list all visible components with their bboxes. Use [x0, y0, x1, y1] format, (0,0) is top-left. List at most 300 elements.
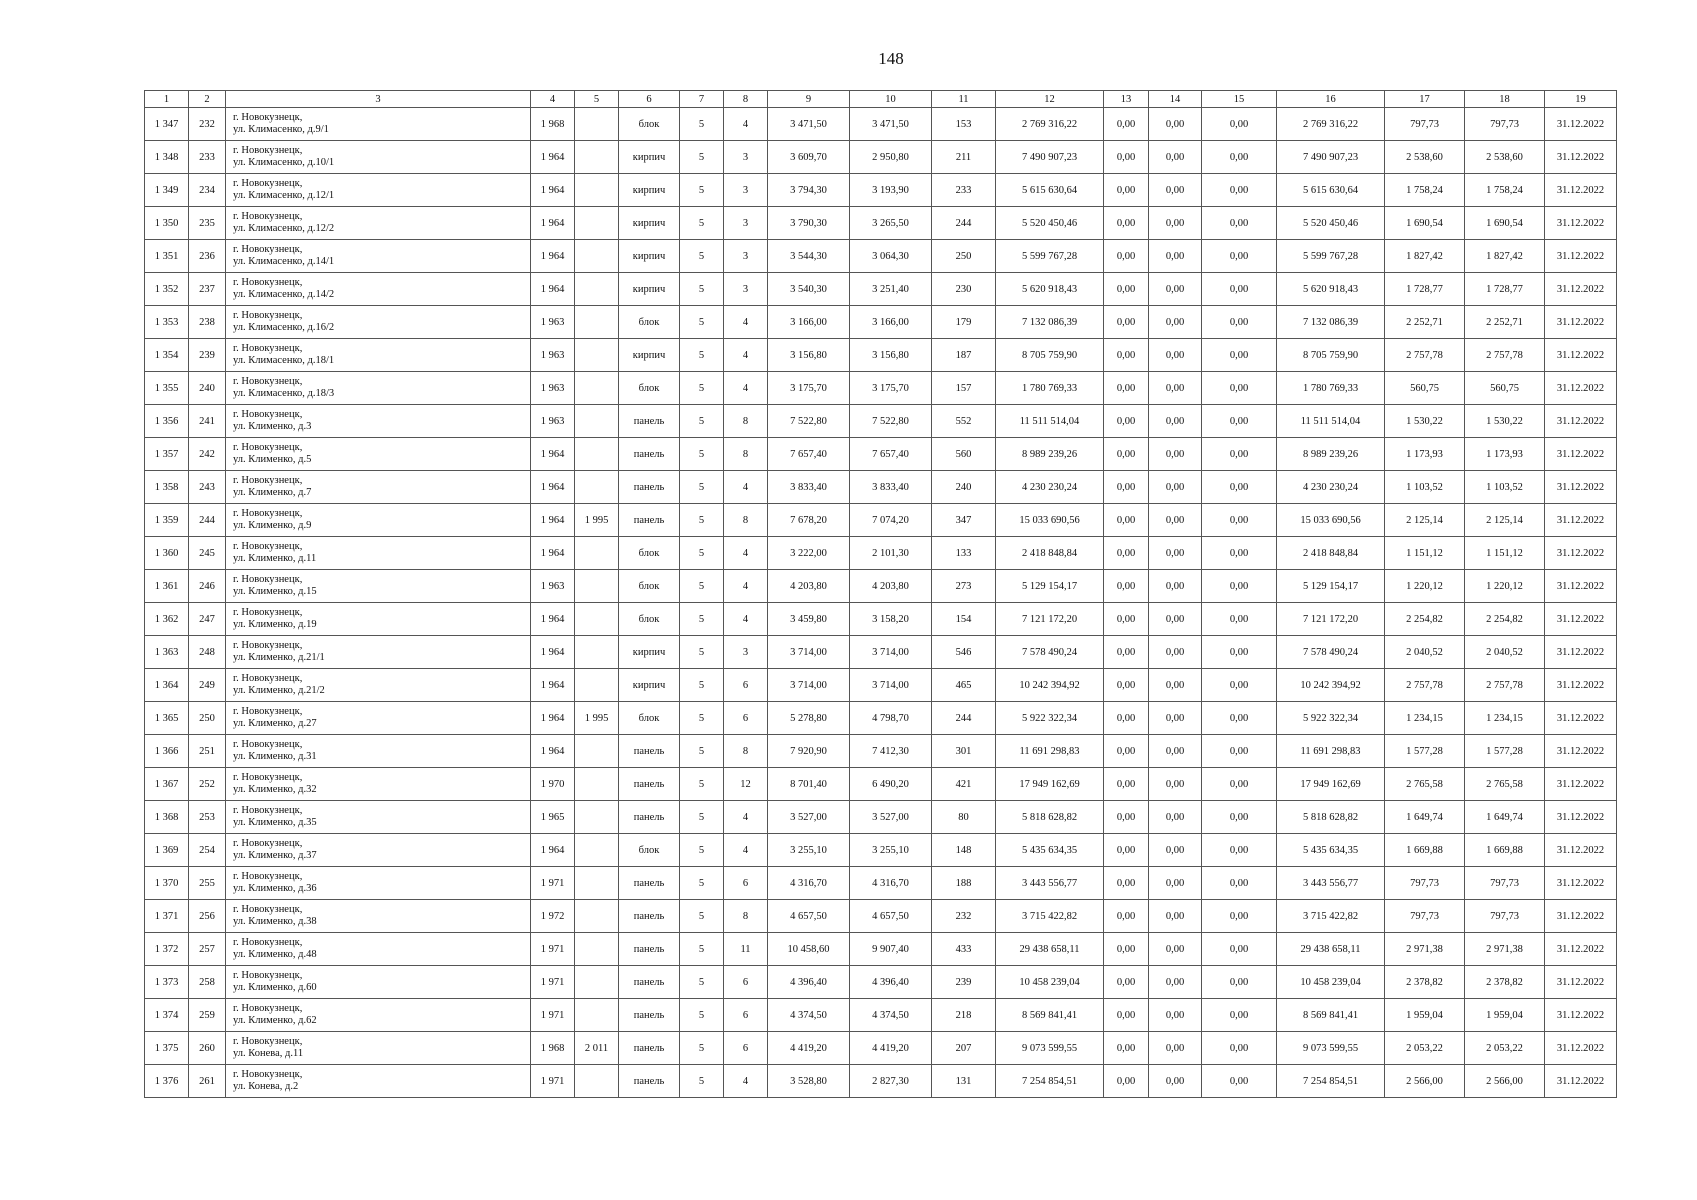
cell-col-18: 2 378,82 — [1465, 966, 1545, 999]
cell-col-9: 3 471,50 — [768, 108, 850, 141]
cell-col-14: 0,00 — [1149, 702, 1202, 735]
cell-col-16: 11 691 298,83 — [1277, 735, 1385, 768]
cell-col-8: 4 — [724, 570, 768, 603]
cell-col-9: 5 278,80 — [768, 702, 850, 735]
cell-col-2: 259 — [189, 999, 226, 1032]
cell-col-14: 0,00 — [1149, 504, 1202, 537]
cell-col-9: 3 540,30 — [768, 273, 850, 306]
cell-col-6: блок — [619, 603, 680, 636]
cell-col-5 — [575, 933, 619, 966]
address-city: г. Новокузнецк, — [233, 442, 303, 453]
cell-col-13: 0,00 — [1104, 339, 1149, 372]
address-cell — [226, 240, 531, 273]
cell-col-18: 1 577,28 — [1465, 735, 1545, 768]
cell-col-5 — [575, 801, 619, 834]
address-city: г. Новокузнецк, — [233, 772, 303, 783]
address-city: г. Новокузнецк, — [233, 541, 303, 552]
cell-col-11: 148 — [932, 834, 996, 867]
cell-col-7: 5 — [680, 735, 724, 768]
cell-col-17: 1 690,54 — [1385, 207, 1465, 240]
cell-col-5 — [575, 273, 619, 306]
cell-col-1: 1 365 — [145, 702, 189, 735]
address-cell — [226, 405, 531, 438]
cell-col-8: 4 — [724, 801, 768, 834]
cell-col-8: 4 — [724, 603, 768, 636]
cell-col-13: 0,00 — [1104, 174, 1149, 207]
cell-col-6: кирпич — [619, 273, 680, 306]
cell-col-19: 31.12.2022 — [1545, 735, 1617, 768]
cell-col-1: 1 356 — [145, 405, 189, 438]
cell-col-16: 9 073 599,55 — [1277, 1032, 1385, 1065]
cell-col-2: 256 — [189, 900, 226, 933]
cell-col-10: 3 527,00 — [850, 801, 932, 834]
cell-col-10: 2 101,30 — [850, 537, 932, 570]
cell-col-10: 9 907,40 — [850, 933, 932, 966]
column-header-4: 4 — [531, 91, 575, 108]
cell-col-15: 0,00 — [1202, 141, 1277, 174]
cell-col-5 — [575, 1065, 619, 1098]
cell-col-19: 31.12.2022 — [1545, 834, 1617, 867]
cell-col-17: 1 649,74 — [1385, 801, 1465, 834]
address-street: ул. Клименко, д.3 — [233, 421, 312, 432]
cell-col-17: 2 040,52 — [1385, 636, 1465, 669]
cell-col-5 — [575, 174, 619, 207]
cell-col-17: 1 530,22 — [1385, 405, 1465, 438]
cell-col-2: 254 — [189, 834, 226, 867]
cell-col-7: 5 — [680, 768, 724, 801]
cell-col-10: 7 412,30 — [850, 735, 932, 768]
cell-col-19: 31.12.2022 — [1545, 900, 1617, 933]
cell-col-19: 31.12.2022 — [1545, 108, 1617, 141]
cell-col-6: панель — [619, 1065, 680, 1098]
cell-col-8: 4 — [724, 834, 768, 867]
cell-col-19: 31.12.2022 — [1545, 141, 1617, 174]
cell-col-5 — [575, 603, 619, 636]
cell-col-1: 1 349 — [145, 174, 189, 207]
cell-col-19: 31.12.2022 — [1545, 405, 1617, 438]
address-city: г. Новокузнецк, — [233, 244, 303, 255]
cell-col-1: 1 359 — [145, 504, 189, 537]
cell-col-1: 1 353 — [145, 306, 189, 339]
cell-col-10: 3 175,70 — [850, 372, 932, 405]
cell-col-12: 7 490 907,23 — [996, 141, 1104, 174]
cell-col-14: 0,00 — [1149, 471, 1202, 504]
cell-col-1: 1 347 — [145, 108, 189, 141]
cell-col-19: 31.12.2022 — [1545, 273, 1617, 306]
address-street: ул. Клименко, д.48 — [233, 949, 317, 960]
cell-col-10: 3 156,80 — [850, 339, 932, 372]
address-cell — [226, 372, 531, 405]
address-city: г. Новокузнецк, — [233, 475, 303, 486]
cell-col-11: 207 — [932, 1032, 996, 1065]
cell-col-15: 0,00 — [1202, 999, 1277, 1032]
cell-col-12: 7 578 490,24 — [996, 636, 1104, 669]
cell-col-19: 31.12.2022 — [1545, 1032, 1617, 1065]
cell-col-8: 8 — [724, 735, 768, 768]
cell-col-1: 1 348 — [145, 141, 189, 174]
header-row — [145, 91, 1617, 108]
address-street: ул. Климасенко, д.14/1 — [233, 256, 335, 267]
address-street: ул. Клименко, д.7 — [233, 487, 312, 498]
cell-col-9: 3 459,80 — [768, 603, 850, 636]
address-city: г. Новокузнецк, — [233, 937, 303, 948]
cell-col-16: 5 435 634,35 — [1277, 834, 1385, 867]
column-header-6: 6 — [619, 91, 680, 108]
cell-col-18: 1 827,42 — [1465, 240, 1545, 273]
cell-col-4: 1 963 — [531, 570, 575, 603]
table-row — [145, 603, 1617, 636]
cell-col-6: кирпич — [619, 339, 680, 372]
cell-col-18: 1 234,15 — [1465, 702, 1545, 735]
cell-col-13: 0,00 — [1104, 867, 1149, 900]
cell-col-17: 2 765,58 — [1385, 768, 1465, 801]
cell-col-18: 1 530,22 — [1465, 405, 1545, 438]
cell-col-19: 31.12.2022 — [1545, 636, 1617, 669]
column-header-15: 15 — [1202, 91, 1277, 108]
cell-col-16: 5 620 918,43 — [1277, 273, 1385, 306]
cell-col-18: 2 765,58 — [1465, 768, 1545, 801]
cell-col-16: 11 511 514,04 — [1277, 405, 1385, 438]
column-header-17: 17 — [1385, 91, 1465, 108]
cell-col-6: панель — [619, 900, 680, 933]
cell-col-17: 2 757,78 — [1385, 669, 1465, 702]
cell-col-12: 5 620 918,43 — [996, 273, 1104, 306]
table-row — [145, 570, 1617, 603]
address-cell — [226, 339, 531, 372]
cell-col-6: блок — [619, 537, 680, 570]
cell-col-11: 157 — [932, 372, 996, 405]
cell-col-1: 1 350 — [145, 207, 189, 240]
address-city: г. Новокузнецк, — [233, 574, 303, 585]
cell-col-4: 1 964 — [531, 240, 575, 273]
address-cell — [226, 735, 531, 768]
cell-col-14: 0,00 — [1149, 834, 1202, 867]
cell-col-6: блок — [619, 306, 680, 339]
cell-col-14: 0,00 — [1149, 570, 1202, 603]
address-city: г. Новокузнецк, — [233, 1003, 303, 1014]
cell-col-6: панель — [619, 471, 680, 504]
cell-col-9: 3 156,80 — [768, 339, 850, 372]
cell-col-16: 5 129 154,17 — [1277, 570, 1385, 603]
cell-col-16: 8 989 239,26 — [1277, 438, 1385, 471]
table-row — [145, 438, 1617, 471]
address-city: г. Новокузнецк, — [233, 211, 303, 222]
cell-col-7: 5 — [680, 141, 724, 174]
cell-col-2: 236 — [189, 240, 226, 273]
cell-col-2: 232 — [189, 108, 226, 141]
cell-col-19: 31.12.2022 — [1545, 207, 1617, 240]
cell-col-18: 797,73 — [1465, 108, 1545, 141]
cell-col-9: 7 920,90 — [768, 735, 850, 768]
cell-col-5: 1 995 — [575, 504, 619, 537]
cell-col-10: 3 064,30 — [850, 240, 932, 273]
cell-col-14: 0,00 — [1149, 108, 1202, 141]
cell-col-19: 31.12.2022 — [1545, 174, 1617, 207]
cell-col-4: 1 964 — [531, 174, 575, 207]
address-city: г. Новокузнецк, — [233, 871, 303, 882]
table-row — [145, 504, 1617, 537]
cell-col-10: 3 833,40 — [850, 471, 932, 504]
cell-col-11: 301 — [932, 735, 996, 768]
address-cell — [226, 900, 531, 933]
cell-col-4: 1 971 — [531, 1065, 575, 1098]
cell-col-17: 1 103,52 — [1385, 471, 1465, 504]
cell-col-4: 1 971 — [531, 933, 575, 966]
cell-col-6: панель — [619, 933, 680, 966]
cell-col-16: 17 949 162,69 — [1277, 768, 1385, 801]
cell-col-8: 3 — [724, 207, 768, 240]
cell-col-18: 2 566,00 — [1465, 1065, 1545, 1098]
cell-col-9: 7 657,40 — [768, 438, 850, 471]
cell-col-5: 2 011 — [575, 1032, 619, 1065]
cell-col-12: 5 615 630,64 — [996, 174, 1104, 207]
cell-col-14: 0,00 — [1149, 174, 1202, 207]
cell-col-7: 5 — [680, 636, 724, 669]
cell-col-13: 0,00 — [1104, 537, 1149, 570]
cell-col-1: 1 375 — [145, 1032, 189, 1065]
cell-col-13: 0,00 — [1104, 471, 1149, 504]
cell-col-15: 0,00 — [1202, 966, 1277, 999]
cell-col-9: 3 714,00 — [768, 636, 850, 669]
cell-col-15: 0,00 — [1202, 1032, 1277, 1065]
cell-col-16: 8 705 759,90 — [1277, 339, 1385, 372]
cell-col-15: 0,00 — [1202, 339, 1277, 372]
cell-col-14: 0,00 — [1149, 240, 1202, 273]
cell-col-13: 0,00 — [1104, 570, 1149, 603]
cell-col-15: 0,00 — [1202, 537, 1277, 570]
cell-col-19: 31.12.2022 — [1545, 801, 1617, 834]
cell-col-18: 1 173,93 — [1465, 438, 1545, 471]
cell-col-15: 0,00 — [1202, 306, 1277, 339]
cell-col-4: 1 971 — [531, 867, 575, 900]
table-row — [145, 1065, 1617, 1098]
cell-col-4: 1 964 — [531, 471, 575, 504]
cell-col-7: 5 — [680, 1065, 724, 1098]
cell-col-14: 0,00 — [1149, 867, 1202, 900]
cell-col-4: 1 971 — [531, 999, 575, 1032]
cell-col-9: 4 419,20 — [768, 1032, 850, 1065]
cell-col-17: 1 728,77 — [1385, 273, 1465, 306]
cell-col-7: 5 — [680, 702, 724, 735]
cell-col-11: 154 — [932, 603, 996, 636]
cell-col-7: 5 — [680, 273, 724, 306]
cell-col-6: блок — [619, 834, 680, 867]
cell-col-14: 0,00 — [1149, 966, 1202, 999]
cell-col-10: 3 158,20 — [850, 603, 932, 636]
cell-col-12: 7 254 854,51 — [996, 1065, 1104, 1098]
cell-col-15: 0,00 — [1202, 108, 1277, 141]
cell-col-11: 465 — [932, 669, 996, 702]
cell-col-6: панель — [619, 1032, 680, 1065]
cell-col-11: 240 — [932, 471, 996, 504]
cell-col-11: 133 — [932, 537, 996, 570]
cell-col-16: 7 254 854,51 — [1277, 1065, 1385, 1098]
cell-col-13: 0,00 — [1104, 603, 1149, 636]
cell-col-12: 5 129 154,17 — [996, 570, 1104, 603]
cell-col-2: 257 — [189, 933, 226, 966]
cell-col-9: 3 544,30 — [768, 240, 850, 273]
cell-col-15: 0,00 — [1202, 603, 1277, 636]
cell-col-14: 0,00 — [1149, 1065, 1202, 1098]
cell-col-19: 31.12.2022 — [1545, 999, 1617, 1032]
cell-col-19: 31.12.2022 — [1545, 537, 1617, 570]
cell-col-18: 1 669,88 — [1465, 834, 1545, 867]
cell-col-11: 188 — [932, 867, 996, 900]
cell-col-7: 5 — [680, 306, 724, 339]
cell-col-2: 238 — [189, 306, 226, 339]
cell-col-12: 9 073 599,55 — [996, 1032, 1104, 1065]
cell-col-5 — [575, 966, 619, 999]
address-cell — [226, 1032, 531, 1065]
cell-col-13: 0,00 — [1104, 1032, 1149, 1065]
cell-col-10: 2 950,80 — [850, 141, 932, 174]
cell-col-5 — [575, 537, 619, 570]
cell-col-8: 8 — [724, 405, 768, 438]
cell-col-17: 2 125,14 — [1385, 504, 1465, 537]
cell-col-11: 232 — [932, 900, 996, 933]
cell-col-16: 29 438 658,11 — [1277, 933, 1385, 966]
cell-col-4: 1 964 — [531, 834, 575, 867]
table-row — [145, 471, 1617, 504]
cell-col-1: 1 369 — [145, 834, 189, 867]
cell-col-9: 4 396,40 — [768, 966, 850, 999]
cell-col-13: 0,00 — [1104, 735, 1149, 768]
cell-col-1: 1 351 — [145, 240, 189, 273]
cell-col-15: 0,00 — [1202, 372, 1277, 405]
column-header-5: 5 — [575, 91, 619, 108]
address-street: ул. Клименко, д.15 — [233, 586, 317, 597]
address-street: ул. Клименко, д.27 — [233, 718, 317, 729]
cell-col-16: 7 132 086,39 — [1277, 306, 1385, 339]
cell-col-9: 10 458,60 — [768, 933, 850, 966]
cell-col-17: 797,73 — [1385, 867, 1465, 900]
address-city: г. Новокузнецк, — [233, 343, 303, 354]
table-row — [145, 900, 1617, 933]
address-street: ул. Клименко, д.21/1 — [233, 652, 325, 663]
cell-col-6: блок — [619, 108, 680, 141]
cell-col-4: 1 964 — [531, 207, 575, 240]
cell-col-19: 31.12.2022 — [1545, 933, 1617, 966]
cell-col-14: 0,00 — [1149, 735, 1202, 768]
cell-col-12: 5 435 634,35 — [996, 834, 1104, 867]
table-row — [145, 735, 1617, 768]
cell-col-12: 10 242 394,92 — [996, 669, 1104, 702]
cell-col-18: 2 757,78 — [1465, 339, 1545, 372]
cell-col-13: 0,00 — [1104, 900, 1149, 933]
cell-col-1: 1 355 — [145, 372, 189, 405]
cell-col-17: 2 252,71 — [1385, 306, 1465, 339]
cell-col-19: 31.12.2022 — [1545, 339, 1617, 372]
cell-col-5 — [575, 834, 619, 867]
cell-col-13: 0,00 — [1104, 801, 1149, 834]
cell-col-4: 1 963 — [531, 339, 575, 372]
cell-col-8: 4 — [724, 372, 768, 405]
cell-col-16: 10 242 394,92 — [1277, 669, 1385, 702]
cell-col-6: панель — [619, 504, 680, 537]
address-street: ул. Климасенко, д.10/1 — [233, 157, 335, 168]
address-cell — [226, 867, 531, 900]
column-header-8: 8 — [724, 91, 768, 108]
cell-col-8: 6 — [724, 867, 768, 900]
cell-col-2: 235 — [189, 207, 226, 240]
address-city: г. Новокузнецк, — [233, 508, 303, 519]
cell-col-18: 1 690,54 — [1465, 207, 1545, 240]
cell-col-18: 2 053,22 — [1465, 1032, 1545, 1065]
cell-col-6: панель — [619, 801, 680, 834]
address-cell — [226, 603, 531, 636]
cell-col-19: 31.12.2022 — [1545, 570, 1617, 603]
cell-col-6: кирпич — [619, 669, 680, 702]
cell-col-15: 0,00 — [1202, 735, 1277, 768]
cell-col-1: 1 364 — [145, 669, 189, 702]
cell-col-10: 4 657,50 — [850, 900, 932, 933]
cell-col-11: 250 — [932, 240, 996, 273]
address-city: г. Новокузнецк, — [233, 112, 303, 123]
cell-col-4: 1 964 — [531, 603, 575, 636]
cell-col-6: кирпич — [619, 207, 680, 240]
cell-col-19: 31.12.2022 — [1545, 603, 1617, 636]
address-city: г. Новокузнецк, — [233, 805, 303, 816]
cell-col-19: 31.12.2022 — [1545, 372, 1617, 405]
cell-col-6: блок — [619, 372, 680, 405]
cell-col-1: 1 371 — [145, 900, 189, 933]
cell-col-16: 5 922 322,34 — [1277, 702, 1385, 735]
cell-col-7: 5 — [680, 471, 724, 504]
cell-col-18: 1 758,24 — [1465, 174, 1545, 207]
cell-col-18: 560,75 — [1465, 372, 1545, 405]
cell-col-4: 1 964 — [531, 669, 575, 702]
cell-col-9: 4 203,80 — [768, 570, 850, 603]
address-cell — [226, 108, 531, 141]
cell-col-2: 245 — [189, 537, 226, 570]
cell-col-18: 2 757,78 — [1465, 669, 1545, 702]
cell-col-1: 1 367 — [145, 768, 189, 801]
cell-col-15: 0,00 — [1202, 702, 1277, 735]
cell-col-19: 31.12.2022 — [1545, 240, 1617, 273]
cell-col-17: 1 577,28 — [1385, 735, 1465, 768]
table-row — [145, 702, 1617, 735]
cell-col-10: 2 827,30 — [850, 1065, 932, 1098]
cell-col-4: 1 964 — [531, 537, 575, 570]
cell-col-8: 4 — [724, 108, 768, 141]
cell-col-7: 5 — [680, 603, 724, 636]
cell-col-1: 1 360 — [145, 537, 189, 570]
cell-col-10: 7 522,80 — [850, 405, 932, 438]
cell-col-17: 1 827,42 — [1385, 240, 1465, 273]
table-row — [145, 999, 1617, 1032]
cell-col-14: 0,00 — [1149, 306, 1202, 339]
cell-col-1: 1 363 — [145, 636, 189, 669]
cell-col-18: 2 040,52 — [1465, 636, 1545, 669]
address-city: г. Новокузнецк, — [233, 310, 303, 321]
cell-col-15: 0,00 — [1202, 174, 1277, 207]
cell-col-8: 3 — [724, 273, 768, 306]
cell-col-10: 4 798,70 — [850, 702, 932, 735]
cell-col-5 — [575, 867, 619, 900]
cell-col-17: 2 971,38 — [1385, 933, 1465, 966]
cell-col-17: 1 758,24 — [1385, 174, 1465, 207]
cell-col-10: 4 374,50 — [850, 999, 932, 1032]
cell-col-5 — [575, 141, 619, 174]
address-city: г. Новокузнецк, — [233, 178, 303, 189]
address-cell — [226, 504, 531, 537]
address-city: г. Новокузнецк, — [233, 376, 303, 387]
table-row — [145, 801, 1617, 834]
cell-col-14: 0,00 — [1149, 339, 1202, 372]
cell-col-12: 5 599 767,28 — [996, 240, 1104, 273]
cell-col-10: 3 255,10 — [850, 834, 932, 867]
cell-col-5 — [575, 207, 619, 240]
